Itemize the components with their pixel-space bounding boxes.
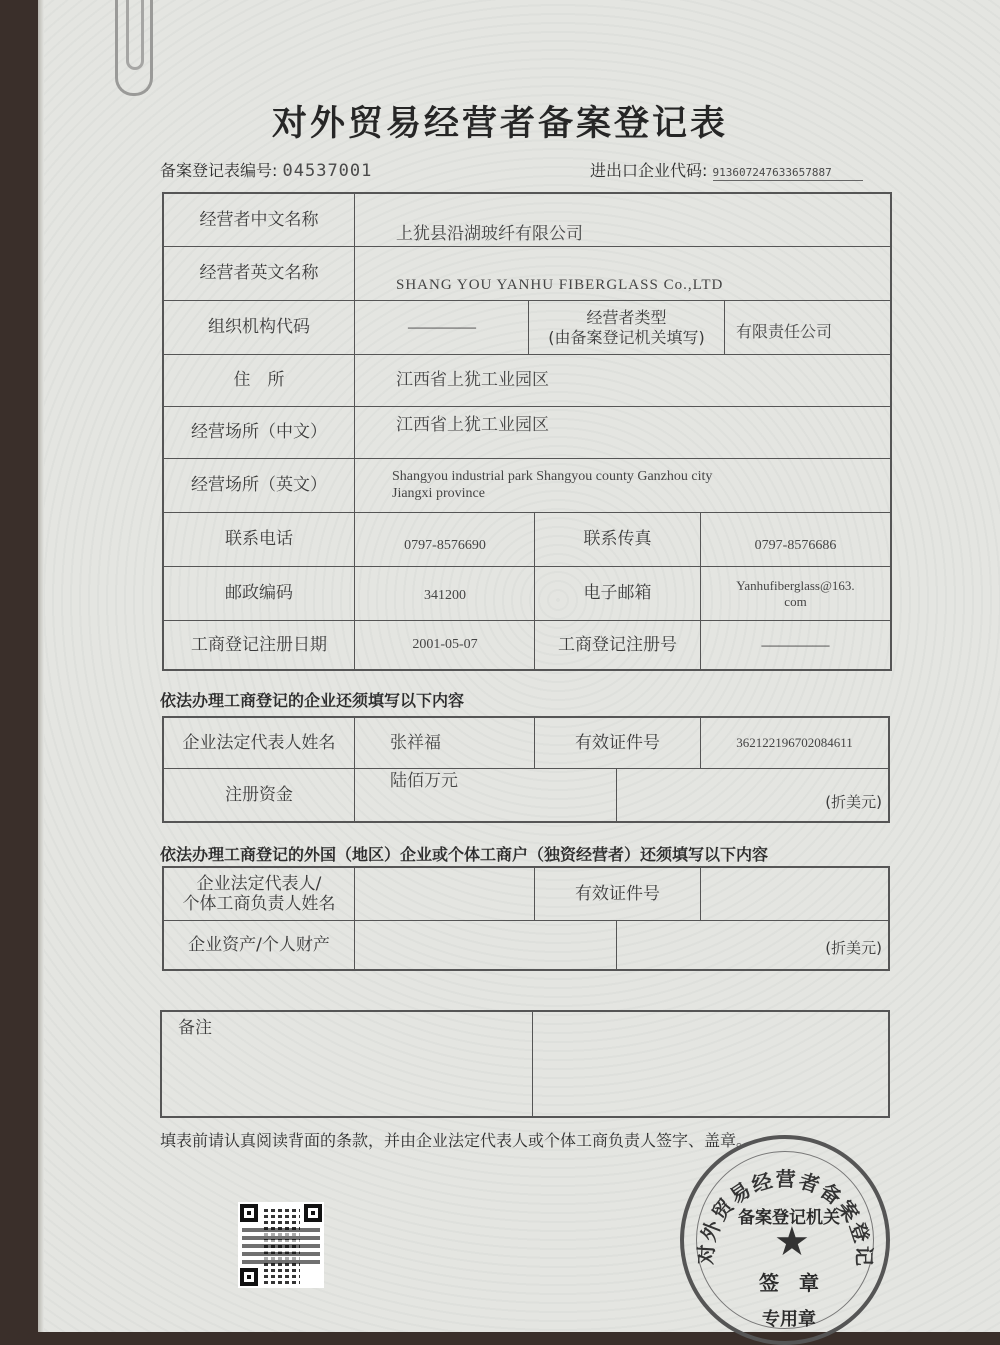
capital-label: 注册资金 — [225, 784, 293, 805]
org-code-value: ———— — [408, 317, 476, 337]
name-en-label: 经营者英文名称 — [199, 263, 319, 284]
reg-number-value: ———— — [761, 634, 830, 654]
operator-type-label — [529, 301, 724, 354]
org-code-label: 组织机构代码 — [208, 317, 310, 338]
capital-value: 陆佰万元 — [390, 770, 458, 790]
address-value: 江西省上犹工业园区 — [396, 370, 549, 390]
form-title: 对外贸易经营者备案登记表 — [271, 104, 728, 144]
official-seal — [680, 1135, 890, 1345]
seal-center-line-2: 签 章 — [759, 1271, 819, 1295]
remarks-label: 备注 — [178, 1017, 212, 1038]
operator-type-value: 有限责任公司 — [735, 323, 832, 341]
legal-rep-label: 企业法定代表人姓名 — [182, 732, 336, 753]
biz-place-en-value — [356, 459, 890, 512]
s1-id-value: 362122196702084611 — [736, 735, 853, 751]
legal-rep-value: 张祥福 — [390, 732, 441, 752]
company-code-label: 进出口企业代码: — [590, 161, 708, 180]
name-cn-value: 上犹县沿湖玻纤有限公司 — [396, 223, 583, 243]
reg-no-label: 备案登记表编号: — [160, 161, 278, 180]
reg-number-label: 工商登记注册号 — [558, 634, 677, 655]
star-icon: ★ — [774, 1219, 810, 1265]
reg-date-value: 2001-05-07 — [412, 636, 478, 652]
s2-id-label: 有效证件号 — [575, 883, 660, 904]
seal-center-line-1: 备案登记机关 — [738, 1208, 840, 1228]
biz-place-en-value-2: Jiangxi province — [392, 485, 485, 501]
email-value-2: com — [784, 593, 807, 609]
postal-value: 341200 — [424, 588, 466, 604]
phone-label: 联系电话 — [225, 529, 293, 550]
assets-unit: (折美元) — [825, 939, 882, 957]
s2-rep-label-1: 企业法定代表人/ — [196, 873, 322, 894]
paper-edge — [38, 0, 44, 1332]
section2-heading: 依法办理工商登记的外国（地区）企业或个体工商户（独资经营者）还须填写以下内容 — [160, 845, 769, 864]
address-label: 住 所 — [233, 370, 285, 391]
footer-note: 填表前请认真阅读背面的条款，并由企业法定代表人或个体工商负责人签字、盖章。 — [160, 1131, 753, 1150]
biz-place-cn-value: 江西省上犹工业园区 — [396, 415, 549, 435]
postal-label: 邮政编码 — [225, 583, 293, 604]
name-cn-label: 经营者中文名称 — [199, 209, 319, 230]
paper-clip-inner — [126, 0, 144, 70]
assets-label: 企业资产/个人财产 — [188, 934, 330, 955]
fax-value: 0797-8576686 — [754, 538, 837, 554]
seal-bottom-text: 专用章 — [762, 1309, 816, 1330]
operator-type-label-1: 经营者类型 — [586, 308, 667, 328]
reg-date-label: 工商登记注册日期 — [191, 634, 327, 655]
svg-text:对外贸易经营者备案登记: 对外贸易经营者备案登记 — [693, 1166, 877, 1269]
biz-place-cn-label: 经营场所（中文） — [191, 422, 327, 443]
email-value-1: Yanhufiberglass@163. — [736, 577, 855, 593]
s2-rep-label — [164, 868, 354, 920]
operator-type-label-2: (由备案登记机关填写) — [548, 327, 705, 347]
email-value — [701, 567, 890, 620]
email-label: 电子邮箱 — [583, 583, 652, 604]
fax-label: 联系传真 — [583, 529, 652, 550]
s2-rep-label-2: 个体工商负责人姓名 — [182, 894, 336, 914]
reg-no-row — [160, 158, 372, 181]
reg-no-value: 04537001 — [282, 161, 373, 181]
section1-heading: 依法办理工商登记的企业还须填写以下内容 — [160, 691, 465, 710]
capital-unit: (折美元) — [825, 793, 882, 811]
qr-code-icon — [238, 1202, 324, 1288]
phone-value: 0797-8576690 — [404, 538, 486, 554]
name-en-value: SHANG YOU YANHU FIBERGLASS Co.,LTD — [396, 276, 724, 293]
company-code-value: 913607247633657887 — [712, 166, 832, 179]
company-code-row — [590, 158, 863, 181]
s1-id-label: 有效证件号 — [575, 732, 660, 753]
biz-place-en-label: 经营场所（英文） — [191, 475, 327, 496]
biz-place-en-value-1: Shangyou industrial park Shangyou county Ganzhou city — [392, 469, 713, 484]
